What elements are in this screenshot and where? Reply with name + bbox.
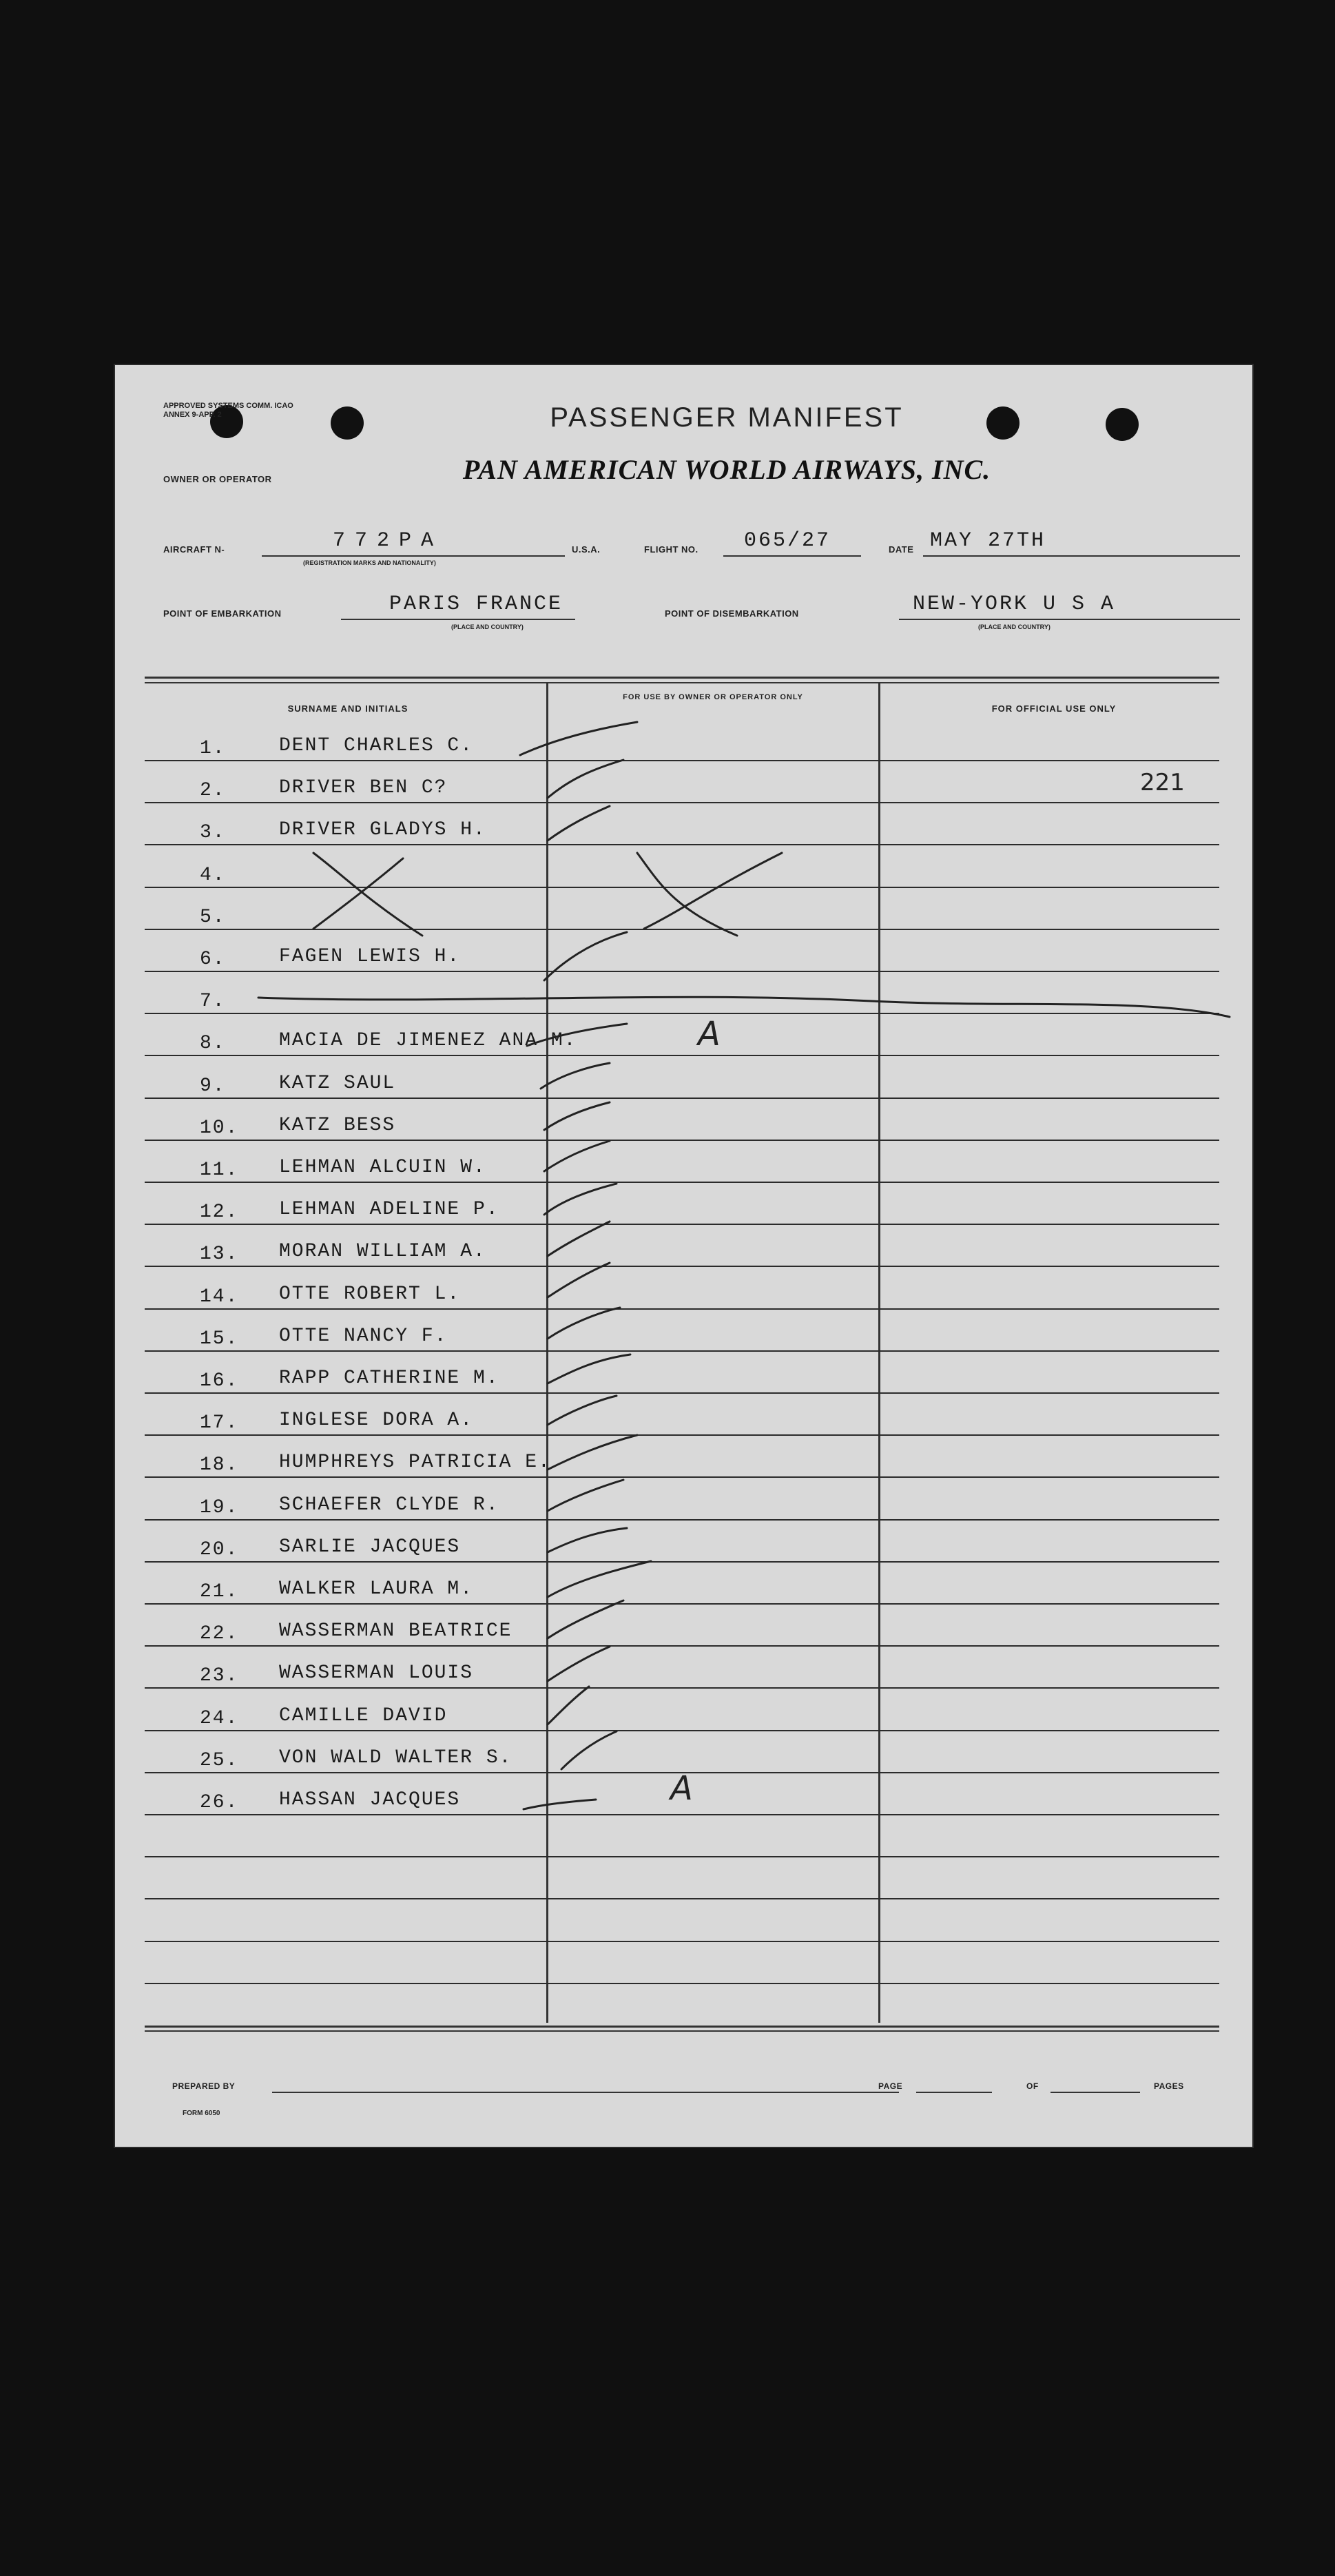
aircraft-sublabel: (REGISTRATION MARKS AND NATIONALITY) bbox=[303, 559, 436, 566]
aircraft-label: AIRCRAFT N- bbox=[163, 544, 225, 555]
embark-label: POINT OF EMBARKATION bbox=[163, 608, 282, 619]
disembark-label: POINT OF DISEMBARKATION bbox=[665, 608, 799, 619]
row-number: 11. bbox=[200, 1160, 239, 1181]
aircraft-value: 772PA bbox=[333, 529, 444, 553]
row-number: 1. bbox=[200, 738, 226, 759]
passenger-name: INGLESE DORA A. bbox=[279, 1410, 474, 1431]
passenger-name: WASSERMAN LOUIS bbox=[279, 1662, 474, 1684]
row-number: 26. bbox=[200, 1792, 239, 1813]
column-header-official-use: FOR OFFICIAL USE ONLY bbox=[991, 703, 1117, 714]
passenger-name: VON WALD WALTER S. bbox=[279, 1747, 513, 1769]
passenger-name: DRIVER GLADYS H. bbox=[279, 819, 486, 841]
passenger-name: HASSAN JACQUES bbox=[279, 1789, 461, 1811]
prepared-by-label: PREPARED BY bbox=[172, 2081, 236, 2091]
row-number: 12. bbox=[200, 1202, 239, 1223]
passenger-name: CAMILLE DAVID bbox=[279, 1705, 448, 1727]
usa-label: U.S.A. bbox=[572, 544, 601, 555]
passenger-name: WASSERMAN BEATRICE bbox=[279, 1620, 513, 1642]
handwritten-mark: A bbox=[698, 1015, 721, 1053]
row-number: 18. bbox=[200, 1454, 239, 1476]
row-number: 6. bbox=[200, 949, 226, 970]
handwritten-checkmarks bbox=[114, 364, 1254, 2148]
row-number: 22. bbox=[200, 1623, 239, 1645]
row-number: 25. bbox=[200, 1750, 239, 1771]
embark-value: PARIS FRANCE bbox=[389, 593, 563, 616]
row-number: 20. bbox=[200, 1539, 239, 1560]
passenger-name: KATZ BESS bbox=[279, 1115, 396, 1136]
passenger-name: LEHMAN ADELINE P. bbox=[279, 1199, 499, 1220]
row-number: 5. bbox=[200, 907, 226, 928]
approval-stamp: APPROVED SYSTEMS COMM. ICAO ANNEX 9-APP. 2 bbox=[163, 402, 293, 419]
column-header-surname: SURNAME AND INITIALS bbox=[287, 703, 408, 714]
row-number: 8. bbox=[200, 1033, 226, 1054]
row-number: 19. bbox=[200, 1497, 239, 1518]
passenger-name: SARLIE JACQUES bbox=[279, 1536, 461, 1558]
row-number: 16. bbox=[200, 1370, 239, 1392]
disembark-value: NEW-YORK U S A bbox=[913, 593, 1116, 616]
row-number: 2. bbox=[200, 780, 226, 801]
passenger-name: SCHAEFER CLYDE R. bbox=[279, 1494, 499, 1516]
flight-label: FLIGHT NO. bbox=[644, 544, 698, 555]
manifest-page bbox=[114, 364, 1254, 2148]
page-title: PASSENGER MANIFEST bbox=[550, 402, 904, 433]
embark-sublabel: (PLACE AND COUNTRY) bbox=[451, 624, 524, 630]
row-number: 15. bbox=[200, 1328, 239, 1350]
passenger-name: DENT CHARLES C. bbox=[279, 735, 474, 756]
row-number: 13. bbox=[200, 1244, 239, 1265]
handwritten-mark: A bbox=[670, 1769, 693, 1808]
passenger-name: FAGEN LEWIS H. bbox=[279, 946, 461, 967]
passenger-name: DRIVER BEN C? bbox=[279, 777, 448, 798]
pages-label: PAGES bbox=[1154, 2081, 1184, 2091]
row-number: 3. bbox=[200, 822, 226, 843]
disembark-sublabel: (PLACE AND COUNTRY) bbox=[978, 624, 1051, 630]
passenger-name: LEHMAN ALCUIN W. bbox=[279, 1157, 486, 1178]
passenger-name: KATZ SAUL bbox=[279, 1073, 396, 1094]
owner-label: OWNER OR OPERATOR bbox=[163, 474, 272, 484]
row-number: 4. bbox=[200, 865, 226, 886]
row-number: 14. bbox=[200, 1286, 239, 1308]
passenger-name: MORAN WILLIAM A. bbox=[279, 1241, 486, 1262]
column-header-owner-use: FOR USE BY OWNER OR OPERATOR ONLY bbox=[623, 693, 803, 701]
date-label: DATE bbox=[889, 544, 914, 555]
row-number: 24. bbox=[200, 1708, 239, 1729]
row-number: 23. bbox=[200, 1665, 239, 1687]
passenger-name: MACIA DE JIMENEZ ANA M. bbox=[279, 1030, 577, 1051]
row-number: 9. bbox=[200, 1075, 226, 1097]
passenger-name: HUMPHREYS PATRICIA E. bbox=[279, 1452, 551, 1473]
airline-name: PAN AMERICAN WORLD AIRWAYS, INC. bbox=[462, 454, 991, 485]
passenger-name: OTTE NANCY F. bbox=[279, 1326, 448, 1347]
row-number: 10. bbox=[200, 1117, 239, 1139]
date-value: MAY 27TH bbox=[930, 529, 1046, 553]
flight-value: 065/27 bbox=[744, 529, 831, 553]
row-number: 7. bbox=[200, 991, 226, 1012]
row-number: 21. bbox=[200, 1581, 239, 1603]
row-number: 17. bbox=[200, 1412, 239, 1434]
form-number: FORM 6050 bbox=[183, 2110, 220, 2117]
passenger-name: RAPP CATHERINE M. bbox=[279, 1368, 499, 1389]
passenger-name: WALKER LAURA M. bbox=[279, 1578, 474, 1600]
official-annotation: 221 bbox=[1140, 769, 1185, 796]
of-label: OF bbox=[1026, 2081, 1039, 2091]
passenger-name: OTTE ROBERT L. bbox=[279, 1284, 461, 1305]
page-label: PAGE bbox=[878, 2081, 903, 2091]
